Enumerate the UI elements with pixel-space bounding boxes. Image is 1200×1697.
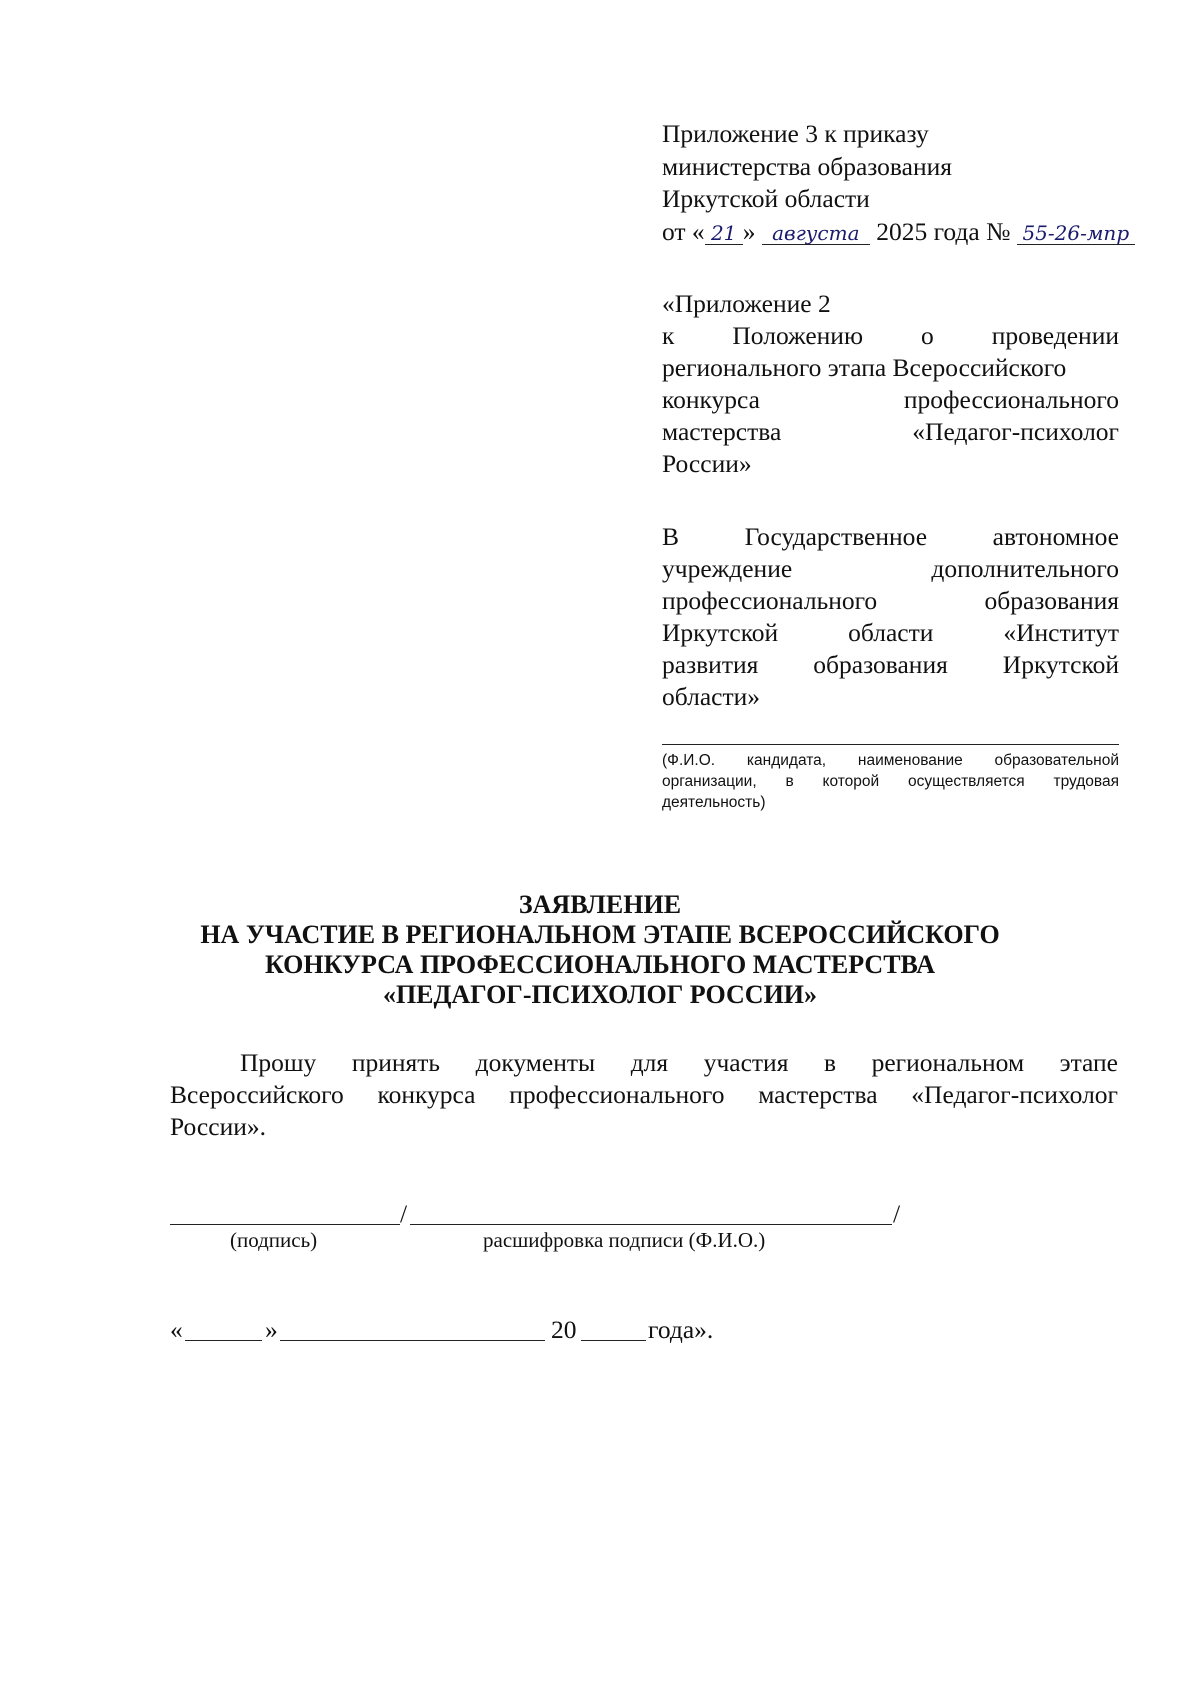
addressee-block [662, 521, 1119, 713]
signature-slash-2: / [893, 1199, 901, 1228]
order-annex-block [662, 118, 1132, 248]
annex2-line-1: «Приложение 2 [662, 289, 831, 318]
candidate-fill-line [662, 744, 1119, 745]
date-quote-close: » [742, 216, 756, 246]
title-line-1: ЗАЯВЛЕНИЕ [518, 890, 682, 919]
date-day-line [185, 1340, 262, 1341]
body-paragraph [170, 1047, 1118, 1143]
date-suffix: года». [648, 1315, 714, 1344]
date-prefix: от « [662, 216, 705, 246]
annex2-line-6: России» [662, 449, 752, 478]
title-line-4: «ПЕДАГОГ-ПСИХОЛОГ РОССИИ» [382, 980, 818, 1009]
signature-slash-1: / [400, 1199, 408, 1228]
body-line-2: Всероссийского конкурса профессионального мастерства «Педагог-психолог [170, 1080, 1118, 1109]
date-open-quote: « [170, 1315, 183, 1344]
body-line-1: Прошу принять документы для участия в региональном этапе [240, 1048, 1118, 1077]
title-line-3: КОНКУРСА ПРОФЕССИОНАЛЬНОГО МАСТЕРСТВА [264, 950, 936, 979]
decode-line [410, 1224, 892, 1225]
decode-label: расшифровка подписи (Ф.И.О.) [483, 1228, 766, 1252]
order-annex-line-3: Иркутской области [662, 184, 870, 213]
date-century: 20 [551, 1315, 577, 1344]
handwritten-month: августа [762, 222, 870, 245]
addressee-line-6: области» [662, 682, 760, 711]
handwritten-number: 55-26-мпр [1017, 222, 1135, 245]
document-title [140, 890, 1060, 1010]
signature-label: (подпись) [230, 1228, 318, 1252]
year-text: 2025 года № [876, 216, 1011, 246]
date-year-line [581, 1340, 646, 1341]
addressee-line-5: развития образования Иркутской [662, 650, 1119, 679]
signature-line [170, 1224, 400, 1225]
annex2-line-3: регионального этапа Всероссийского [662, 353, 1067, 382]
addressee-line-3: профессионального образования [662, 586, 1119, 615]
date-close-quote: » [265, 1315, 278, 1344]
addressee-line-1: В Государственное автономное [662, 522, 1119, 551]
annex2-line-2: к Положению о проведении [662, 321, 1119, 350]
order-annex-date-line [662, 216, 1132, 249]
annex2-line-4: конкурса профессионального [662, 385, 1119, 414]
candidate-caption: (Ф.И.О. кандидата, наименование образовательной организации, в которой осуществляется трудовая деятельность) [662, 752, 1119, 811]
body-line-3: России». [170, 1112, 266, 1141]
annex2-line-5: мастерства «Педагог-психолог [662, 417, 1119, 446]
date-month-line [280, 1340, 545, 1341]
addressee-line-2: учреждение дополнительного [662, 554, 1119, 583]
order-annex-line-2: министерства образования [662, 151, 952, 181]
addressee-line-4: Иркутской области «Институт [662, 618, 1119, 647]
order-annex-line-1: Приложение 3 к приказу [662, 119, 929, 148]
handwritten-day: 21 [705, 222, 743, 245]
annex2-block [662, 288, 1119, 480]
title-line-2: НА УЧАСТИЕ В РЕГИОНАЛЬНОМ ЭТАПЕ ВСЕРОССИЙСКОГО [200, 920, 1000, 949]
